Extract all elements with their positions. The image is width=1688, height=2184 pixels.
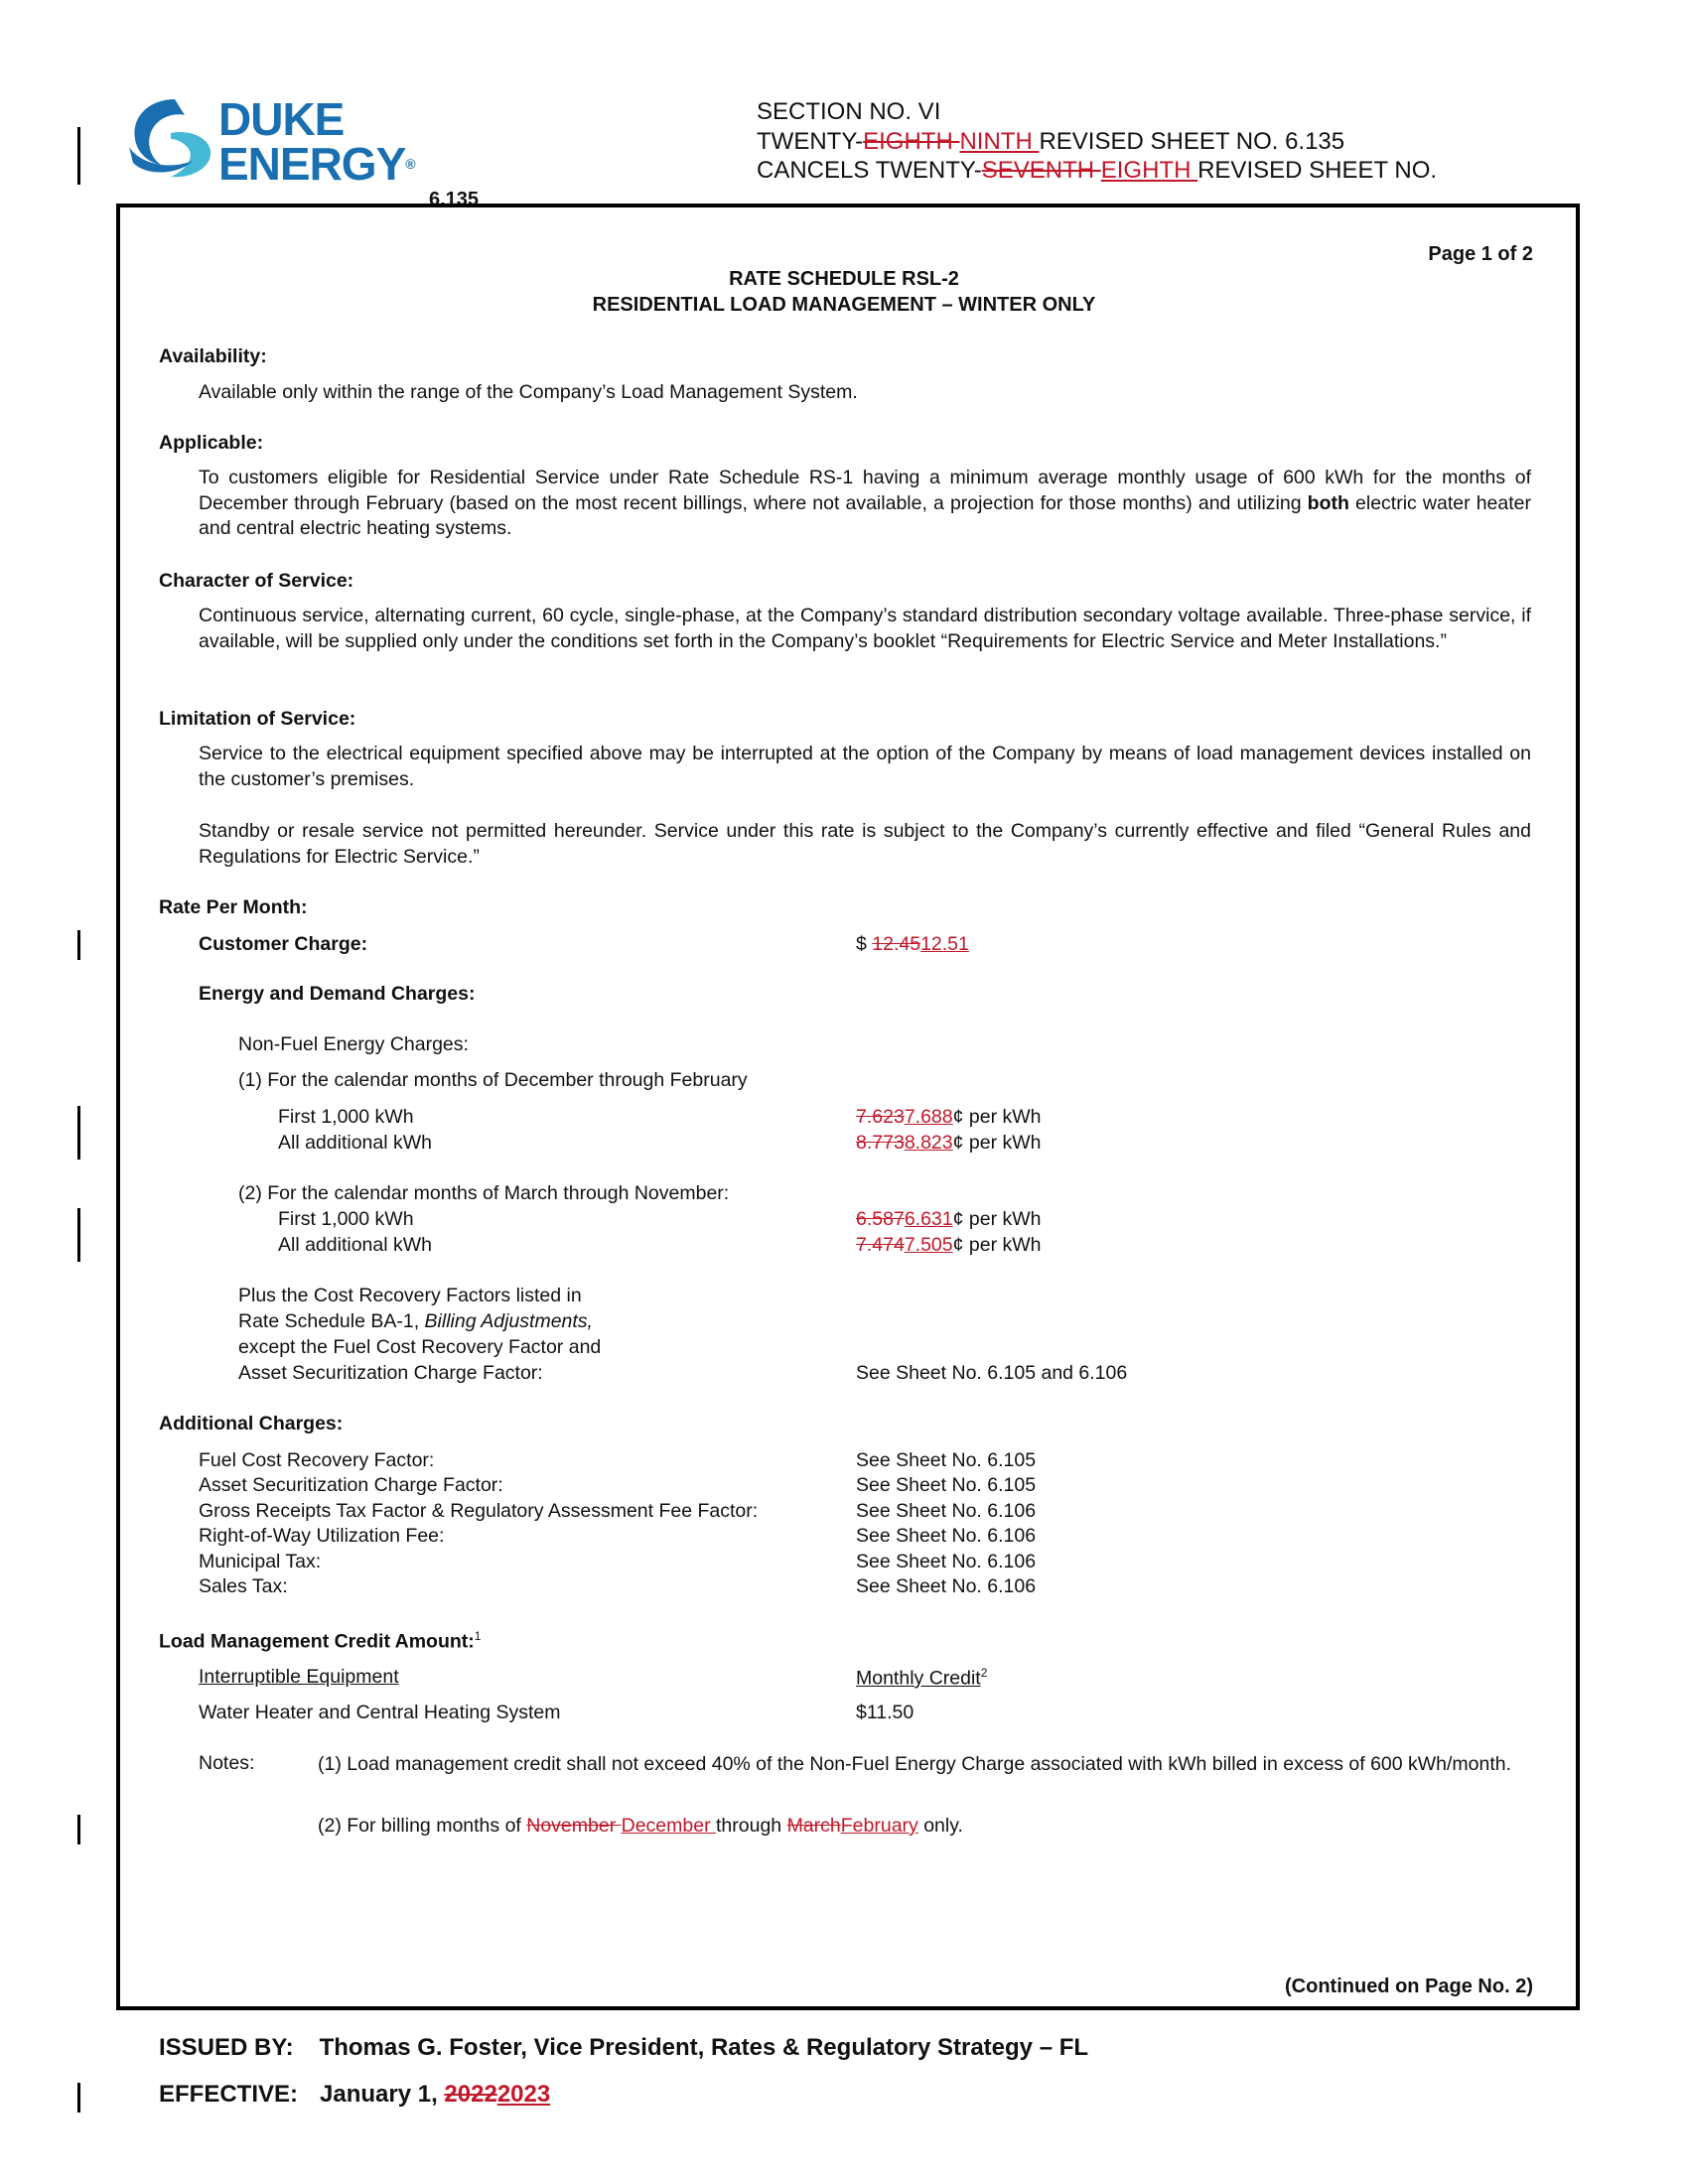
limitation-heading: Limitation of Service:: [159, 708, 356, 730]
rate-row-value: 6.5876.631¢ per kWh: [856, 1208, 1042, 1230]
logo-wordmark: DUKE ENERGY®: [218, 93, 416, 190]
additional-row-label: Gross Receipts Tax Factor & Regulatory Assessment Fee Factor:: [199, 1500, 759, 1522]
rate-row-value: 7.6237.688¢ per kWh: [856, 1106, 1042, 1128]
revision-bar: [77, 1208, 80, 1262]
effective-date: EFFECTIVE: January 1, 20222023: [159, 2081, 551, 2108]
applicable-heading: Applicable:: [159, 432, 264, 454]
rate-row-value: 8.7738.823¢ per kWh: [856, 1132, 1042, 1154]
note-2: (2) For billing months of November December through MarchFebruary only.: [318, 1815, 963, 1837]
additional-row-label: Sales Tax:: [199, 1575, 288, 1597]
load-credit-heading: Load Management Credit Amount:$^1$: [159, 1629, 482, 1653]
cost-recovery-text: Asset Securitization Charge Factor:: [238, 1362, 543, 1384]
additional-heading: Additional Charges:: [159, 1413, 344, 1434]
nonfuel-heading: Non-Fuel Energy Charges:: [238, 1033, 469, 1055]
page-label: Page 1 of 2: [1428, 243, 1533, 265]
character-heading: Character of Service:: [159, 570, 354, 592]
revision-bar: [77, 930, 80, 960]
revision-bar: [77, 1106, 80, 1160]
cost-recovery-text: except the Fuel Cost Recovery Factor and: [238, 1336, 602, 1358]
section-number: SECTION NO. VI: [757, 98, 941, 125]
additional-row-value: See Sheet No. 6.105: [856, 1449, 1037, 1471]
revision-bar: [77, 127, 80, 185]
duke-energy-logo: [127, 93, 416, 193]
credit-row-label: Water Heater and Central Heating System: [199, 1702, 561, 1723]
period1-label: (1) For the calendar months of December through February: [238, 1069, 748, 1091]
limitation-text-2: Standby or resale service not permitted hereunder. Service under this rate is subject to the Company’s currently effective and filed “General Rules and Regulations for Electric Service.”: [199, 820, 1531, 868]
duke-energy-swirl-icon: [127, 93, 216, 185]
period2-label: (2) For the calendar months of March through November:: [238, 1182, 730, 1204]
additional-row-label: Fuel Cost Recovery Factor:: [199, 1449, 435, 1471]
credit-col-equipment: Interruptible Equipment: [199, 1666, 399, 1688]
revision-bar: [77, 2083, 80, 2113]
issued-by: ISSUED BY: Thomas G. Foster, Vice President, Rates & Regulatory Strategy – FL: [159, 2034, 1089, 2061]
availability-text: Available only within the range of the Company’s Load Management System.: [199, 381, 858, 403]
additional-row-value: See Sheet No. 6.106: [856, 1525, 1037, 1547]
inserted-text: EIGHTH: [1100, 157, 1198, 184]
availability-heading: Availability:: [159, 345, 267, 367]
cost-recovery-text: Plus the Cost Recovery Factors listed in: [238, 1285, 582, 1306]
note-1: (1) Load management credit shall not exceed 40% of the Non-Fuel Energy Charge associated with kWh billed in excess of 600 kWh/month.: [318, 1753, 1512, 1775]
credit-row-value: $11.50: [856, 1702, 914, 1723]
revised-sheet-line: TWENTY-EIGHTH NINTH REVISED SHEET NO. 6.135: [757, 127, 1345, 155]
applicable-text: To customers eligible for Residential Service under Rate Schedule RS-1 having a minimum average monthly usage of 600 kWh for the months of December through February (based on the most recent billings, where not available, a projection for those months) and utilizing both electric water heater and central electric heating systems.: [199, 467, 1531, 539]
schedule-subtitle: RESIDENTIAL LOAD MANAGEMENT – WINTER ONLY: [592, 294, 1096, 316]
rate-row-value: 7.4747.505¢ per kWh: [856, 1234, 1042, 1256]
additional-row-label: Asset Securitization Charge Factor:: [199, 1474, 503, 1496]
limitation-text-1: Service to the electrical equipment specified above may be interrupted at the option of the Company by means of load management devices installed on the customer’s premises.: [199, 743, 1531, 790]
sheet-header: [757, 97, 1437, 186]
additional-row-value: See Sheet No. 6.106: [856, 1551, 1037, 1572]
inserted-text: NINTH: [959, 127, 1040, 155]
character-text: Continuous service, alternating current, 60 cycle, single-phase, at the Company’s standard distribution secondary voltage available. Three-phase service, if available, will be supplied only under the conditions set forth in the Company’s booklet “Requirements for Electric Service and Meter Installations.”: [199, 605, 1531, 652]
cost-recovery-value: See Sheet No. 6.105 and 6.106: [856, 1362, 1128, 1384]
additional-row-label: Municipal Tax:: [199, 1551, 322, 1572]
cancels-sheet-number: 6.135: [429, 189, 480, 210]
credit-col-monthly: Monthly Credit$^2$: [856, 1666, 988, 1690]
rate-row-label: All additional kWh: [278, 1132, 432, 1154]
customer-charge-label: Customer Charge:: [199, 933, 368, 955]
additional-row-value: See Sheet No. 6.106: [856, 1500, 1037, 1522]
notes-label: Notes:: [199, 1752, 255, 1774]
additional-row-label: Right-of-Way Utilization Fee:: [199, 1525, 445, 1547]
rate-heading: Rate Per Month:: [159, 896, 308, 918]
cost-recovery-text: Rate Schedule BA-1, Billing Adjustments,: [238, 1310, 593, 1332]
revision-bar: [77, 1815, 80, 1844]
continued-label: (Continued on Page No. 2): [1285, 1976, 1533, 1997]
rate-row-label: First 1,000 kWh: [278, 1208, 414, 1230]
additional-row-value: See Sheet No. 6.105: [856, 1474, 1037, 1496]
cancels-sheet-line: CANCELS TWENTY-SEVENTH EIGHTH REVISED SHEET NO.: [757, 157, 1438, 184]
rate-row-label: All additional kWh: [278, 1234, 432, 1256]
schedule-title: RATE SCHEDULE RSL-2: [729, 268, 959, 290]
energy-charges-heading: Energy and Demand Charges:: [199, 983, 476, 1005]
deleted-text: SEVENTH: [981, 157, 1101, 184]
rate-row-label: First 1,000 kWh: [278, 1106, 414, 1128]
deleted-text: EIGHTH: [863, 127, 960, 155]
customer-charge-value: $ 12.4512.51: [856, 933, 969, 955]
additional-row-value: See Sheet No. 6.106: [856, 1575, 1037, 1597]
